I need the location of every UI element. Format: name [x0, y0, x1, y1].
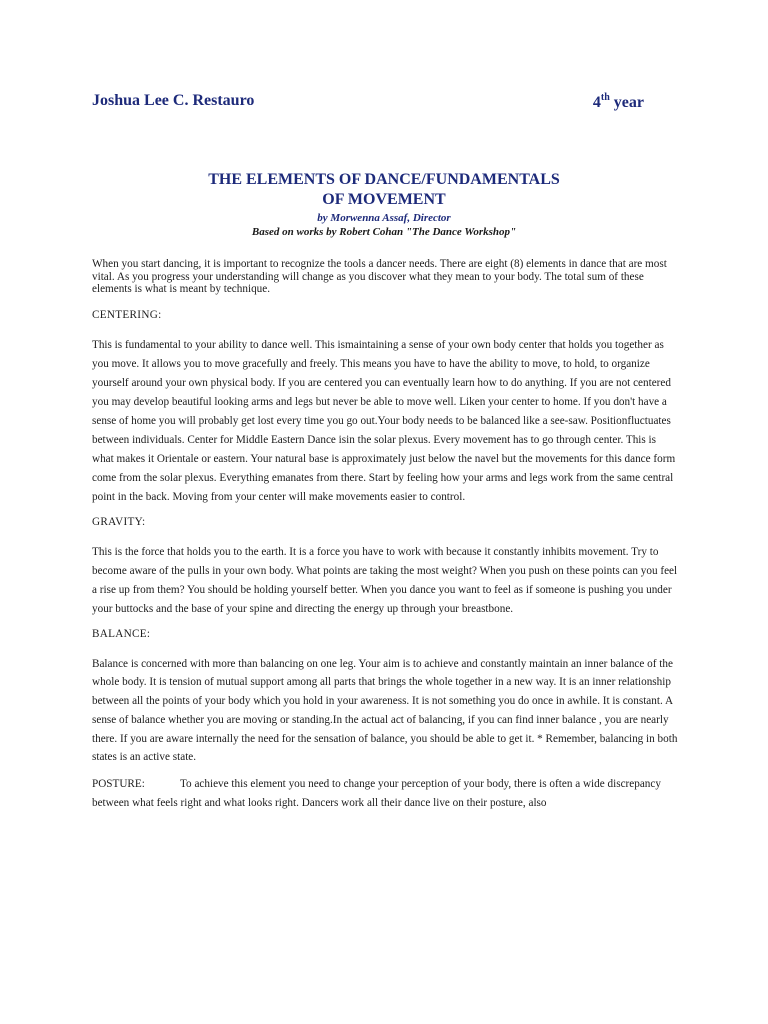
byline: by Morwenna Assaf, Director	[317, 212, 451, 224]
based-on-line: Based on works by Robert Cohan "The Dance Workshop"	[251, 226, 517, 238]
intro-paragraph: When you start dancing, it is important to recognize the tools a dancer needs. There are eight (8) elements in dance that are most vital. As you progress your understanding will change as you discover what they mean to your body. The total sum of these elements is what is meant by technique.	[92, 258, 667, 295]
title-block	[92, 170, 676, 239]
gravity-paragraph: This is the force that holds you to the earth. It is a force you have to work with because it constantly inhibits movement. Try to become aware of the pulls in your own body. What points are taking the most weight? When you push on these points can you feel a rise up from them? You should be holding yourself better. When you dance you want to feel as if someone is pushing you under your buttocks and the base of your spine and directing the energy up through your breastbone.	[92, 545, 678, 615]
balance-paragraph: Balance is concerned with more than balancing on one leg. Your aim is to achieve and constantly maintain an inner balance of the whole body. It is tension of mutual support among all parts that brings the whole together in a new way. It is an inner relationship between all the points of your body which you hold in your awareness. It is not something you do once in awhile. It is constant. A sense of balance whether you are moving or standing.In the actual act of balancing, if you can find inner balance , you are nearly there. If you are aware internally the need for the sensation of balance, you should be able to get it. * Remember, balancing in both states is an active state.	[92, 657, 678, 764]
posture-heading: POSTURE:	[92, 778, 145, 791]
author-name: Joshua Lee C. Restauro	[92, 92, 255, 109]
header-row	[92, 92, 644, 114]
year-suffix: th	[600, 92, 610, 103]
title-line-1: THE ELEMENTS OF DANCE/FUNDAMENTALS	[208, 171, 560, 188]
title-line-2: OF MOVEMENT	[322, 191, 446, 208]
posture-section	[92, 775, 678, 813]
year-word: year	[613, 94, 644, 111]
balance-heading: BALANCE:	[92, 627, 151, 640]
year-number: 4	[592, 94, 601, 111]
school-year	[593, 92, 644, 112]
gravity-heading: GRAVITY:	[92, 515, 146, 528]
centering-heading: CENTERING:	[92, 308, 162, 321]
posture-paragraph: To achieve this element you need to change your perception of your body, there is often a wide discrepancy between what feels right and what looks right. Dancers work all their dance live on their posture, also	[92, 778, 661, 810]
centering-paragraph: This is fundamental to your ability to dance well. This ismaintaining a sense of your own body center that holds you together as you move. It allows you to move gracefully and freely. This means you have to have the ability to move, to hold, to organize yourself around your own physical body. If you are centered you can eventually learn how to do anything. If you are not centered you may develop beautiful looking arms and legs but never be able to move well. Liken your center to home. If you don't have a sense of home you will probably get lost every time you go out.Your body needs to be balanced like a see-saw. Positionfluctuates between individuals. Center for Middle Eastern Dance isin the solar plexus. Every movement has to go through center. This is what makes it Orientale or eastern. Your natural base is approximately just below the navel but the movements for this dance form come from the solar plexus. Everything emanates from there. Start by feeling how your arms and legs work from the same central point in the back. Moving from your center will make movements easier to control.	[92, 338, 676, 503]
document-body	[92, 258, 678, 821]
